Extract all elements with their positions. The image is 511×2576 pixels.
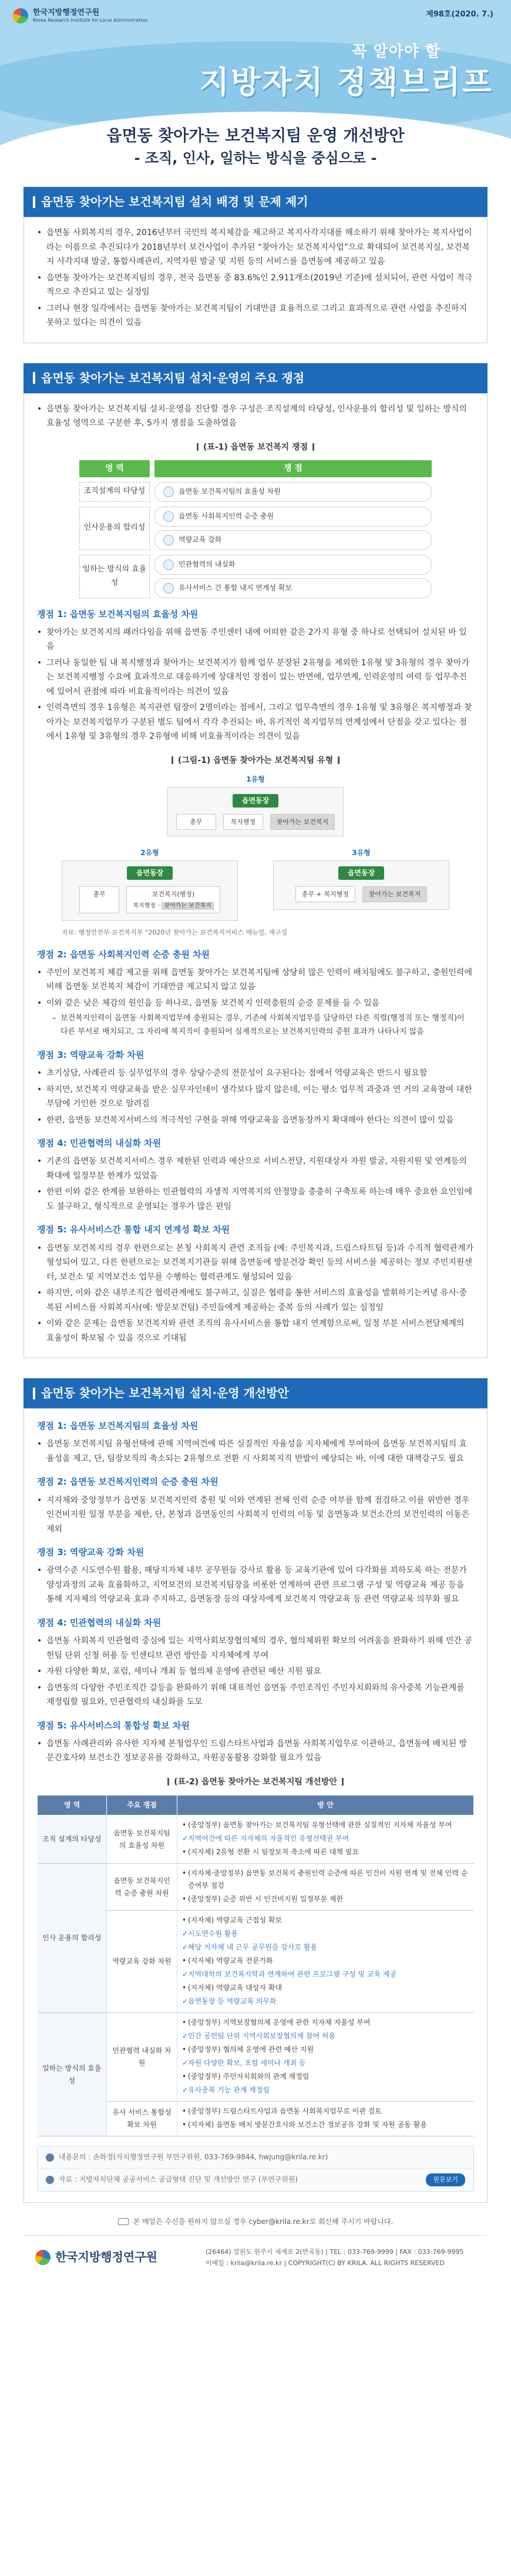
plan-item: • (지자체·중앙정부) 읍면동 보건복지 충원인력 순증에 따른 인건비 지원 연계 및 전체 인력 순증여부 점검 — [182, 1867, 469, 1892]
footer-contact: 이메일 : krila@krila.re.kr | COPYRIGHT(C) BY KRILA. ALL RIGHTS RESERVED — [206, 2259, 445, 2267]
issue-heading: 쟁점 2: 읍면동 사회복지인력 순증 충원 차원 — [37, 949, 210, 960]
plan-detail: ✓ 민간 공헌팀 단위 지역사회보장협의체 참여 허용 — [182, 2030, 469, 2042]
issue-heading: 쟁점 4: 민관협력의 내실화 차원 — [37, 1617, 162, 1628]
plan-item: • (중앙정부) 지역보장협의체 운영에 관한 지자체 자율성 부여 — [182, 2016, 469, 2029]
area-cell: 인사 운용의 합리성 — [38, 1864, 107, 2013]
area-cell: 일하는 방식의 효율성 — [38, 2013, 107, 2136]
issue-heading: 쟁점 5: 유사서비스간 통합 내지 연계성 확보 차원 — [37, 1224, 230, 1235]
plan-cell — [177, 2102, 474, 2136]
list-item: • 이와 같은 낮은 체감의 원인을 등 하나로, 읍면동 보건복지 인력충원의 순증 문제를 들 수 있음 — [37, 996, 474, 1011]
type-label: 2유형 — [140, 849, 159, 857]
org-chart-type3 — [273, 860, 449, 910]
plan-item: • (지자체) 읍면동 배치 방문간호사와 보건소간 정보공유 강화 및 자원 공동 활용 — [182, 2119, 469, 2131]
logo-icon — [13, 8, 28, 24]
contact-info: 내용문의 : 손화정(자치행정연구원 부연구위원, 033-769-9844, hwjung@krila.re.kr) — [38, 2146, 473, 2169]
org-unit: 보건복지(행정) 복지행정 · 찾아가는 보건복지 — [126, 886, 220, 914]
footer-address: (26464) 강원도 원주시 세계로 2(반곡동) | TEL : 033-769-9999 | FAX : 033-769-9995 — [206, 2247, 464, 2256]
table-row: 인사운용의 합리성 읍면동 사회복지인력 순증 충원 역량교육 강화 — [79, 507, 432, 550]
plan-cell — [177, 1815, 474, 1864]
logo-icon — [35, 2250, 51, 2265]
org-logo — [13, 8, 148, 24]
people-icon — [163, 511, 174, 522]
area-cell: 조직 설계의 타당성 — [38, 1815, 107, 1864]
plan-detail: ✓ 유사중복 기능 관계 재정립 — [182, 2084, 469, 2096]
table-title: (표-2) 읍면동 찾아가는 보건복지팀 개선방안 — [37, 1775, 474, 1790]
list-item: • 읍면동 보건복지팀 유형선택에 관해 지역여건에 따른 실질적인 자율성을 지자체에게 부여하여 읍면동 보건복지팀의 효율성을 제고, 단, 팀장보직의 축소되는 2유형으로 전환 시 사회복지직 반발이 예상되는 바, 이에 대한 대책강구도 필요 — [37, 1437, 474, 1466]
list-item: • 읍면동 사례관리와 유사한 지자체 본청업무인 드림스타트사업과 읍면동 사회복지업무로 이관하고, 읍면동에 배치된 방문간호사와 보건소간 정보공유를 강화하고, 자원공동활용 강화할 필요가 있음 — [37, 1737, 474, 1766]
plan-item: • (지자체) 역량교육 대상자 확대 — [182, 1982, 469, 1994]
page-subtitle: - 조직, 인사, 일하는 방식을 중심으로 - — [134, 150, 377, 166]
section-heading: 읍면동 찾아가는 보건복지팀 설치·운영 개선방안 — [23, 1378, 488, 1408]
plan-item: • (중앙정부) 드림스타트사업과 읍면동 사회복지업무로 이관 검토 — [182, 2105, 469, 2118]
issue-number: 제98호(2020. 7.) — [426, 10, 493, 19]
table-row: 일하는 방식의 효율성 민관협력의 내실화 유사서비스 간 통합 내지 연계성 확보 — [79, 555, 432, 598]
source-note: 자료: 행정안전부·보건복지부 “2020년 찾아가는 보건복지서비스 매뉴얼, 재구성 — [62, 929, 288, 937]
list-item: • 기존의 읍면동 보건복지서비스 경우 제한된 인력과 예산으로 서비스전달, 지원대상자 자원 발굴, 자원지원 및 연계등의 확대에 일정부분 한계가 있었음 — [37, 1154, 474, 1183]
section-heading: 읍면동 찾아가는 보건복지팀 설치 배경 및 문제 제기 — [23, 187, 488, 217]
table-header: 쟁 점 — [154, 460, 432, 477]
org-unit: 총무 + 복지행정 — [295, 886, 355, 902]
issue-cell: 유사 서비스 통합성 확보 차원 — [107, 2102, 177, 2136]
table-header: 영 역 — [38, 1796, 107, 1815]
plan-detail: ✓ 지역대학의 보건복지학과 연계하여 관련 프로그램 구성 및 교육 제공 — [182, 1968, 469, 1981]
org-chart-type1 — [167, 787, 344, 836]
unsubscribe-notice: 본 메일은 수신을 원하지 않으실 경우 cyber@krila.re.kr로 회신해 주시기 바랍니다. — [23, 2216, 488, 2236]
list-item: • 주민이 보건복지 체감 제고를 위해 읍면동 찾아가는 보건복지팀에 상당히 많은 인력이 배치됨에도 불구하고, 충원인력에 비해 읍면동 보건복지 체감이 기대만큼 제고되지 않고 있음 — [37, 966, 474, 994]
table-title: (표-1) 읍면동 보건복지 쟁점 — [37, 440, 474, 455]
list-item: • 한편 이와 같은 한계를 보완하는 민관협력의 자생적 지역복지의 안정망을 충충히 구축토록 하는데 매우 중요한 요인임에도 불구하고, 형식적으로 운영되는 경우가 많은 편임 — [37, 1185, 474, 1214]
table-row — [38, 2013, 474, 2102]
org-unit: 총무 — [176, 814, 216, 830]
list-item: • 한편, 읍면동 보건복지서비스의 적극적인 구현을 위해 역량교육을 읍면동장까지 확대해야 한다는 의견이 많이 있음 — [37, 1113, 474, 1128]
plan-detail: ✓ 자원 다양한 확보, 포럼 세미나 개최 등 — [182, 2057, 469, 2069]
list-item: • 찾아가는 보건복지의 패러다임을 위해 읍면동 주민센터 내에 어떠한 같은 2가지 유형 중 하나로 선택되어 설치된 바 있음 — [37, 625, 474, 654]
issue-cell: 민관협력 내실화 차원 — [107, 2013, 177, 2102]
list-item: • 읍면동 사회복지 민관협력 중심에 있는 지역사회보장협의체의 경우, 협의체위원 확보의 어려움을 완화하기 위해 민간 공헌팀 단위 신청 허용 등 인센티브 관련 방안을 지자체에게 부여 — [37, 1634, 474, 1663]
list-item: • 그러나 동일한 팀 내 복지행정과 찾아가는 보건복지가 함께 업무 분장된 2유형을 제외한 1유형 및 3유형의 경우 찾아가는 보건복지행정 수요에 효과적으로 대응하기에 상대적인 장점이 있는 반면에, 업무연계, 인력운영의 여력 등 업무추진에 있어서 관점에 따라 비효율적이라는 의견이 있음 — [37, 656, 474, 699]
org-head: 읍면동장 — [233, 794, 278, 808]
plan-detail: ✓ 시도연수원 활용 — [182, 1928, 469, 1940]
org-name: 한국지방행정연구원 — [33, 8, 100, 18]
issue-heading: 쟁점 3: 역량교육 강화 차원 — [37, 1049, 144, 1060]
list-item: • 하지만, 이와 같은 내부조직간 협력관계에도 불구하고, 실질은 협력을 통한 서비스의 효율성을 발휘하기는커녕 유사·중복된 서비스를 사회복지사(예: 방문보건팀) 주민들에게 제공하는 중복 등의 사례가 있는 실정임 — [37, 1286, 474, 1315]
issue-heading: 쟁점 1: 읍면동 보건복지팀의 효율성 차원 — [37, 608, 199, 619]
list-item: • 하지만, 보건복지 역량교육을 받은 실무자인데이 생각보다 많지 않은데, 이는 평소 업무적 과중과 연 거의 교육참여 대한 부담에 기인한 것으로 알려짐 — [37, 1083, 474, 1111]
reference-box — [37, 2146, 474, 2191]
plan-cell — [177, 1911, 474, 2013]
plan-item: • (중앙정부) 협의체 운영에 관련 예산 지원 — [182, 2044, 469, 2056]
org-chart-type2 — [62, 860, 238, 921]
org-head: 읍면동장 — [338, 866, 384, 880]
table-header: 영 역 — [79, 460, 150, 477]
plan-cell — [177, 1864, 474, 1911]
education-icon — [163, 535, 174, 545]
list-item: • 읍면동 찾아가는 보건복지팀 설치·운영을 진단할 경우 구성은 조직설계의 타당성, 인사운용의 합리성 및 일하는 방식의 효율성 영역으로 구분한 후, 5가지 쟁점을 도출하였음 — [37, 402, 474, 431]
list-item: • 자원 다양한 확보, 포럼, 세미나 개최 등 협의체 운영에 관련된 예산 지원 필요 — [37, 1664, 474, 1679]
improvement-table — [37, 1795, 474, 2136]
list-item: • 인력측면의 경우 1유형은 복지관련 팀장이 2명이라는 점에서, 그리고 업무측면의 경우 1유형 및 3유형은 복지행정과 찾아가는 보건복지업무가 구분된 별도 팀에서 각각 추진되는 바, 유기적인 복지업무의 연계성에서 단점을 갖고 있다는 점에서 1유형 및 3유형의 경우 2유형에 비해 비효율적이라는 의견이 있음 — [37, 701, 474, 744]
sub-list-item: – 보건복지인력이 읍면동 사회복지업무에 충원되는 경우, 기존에 사회복지업무를 담당하던 다른 직렬(행정직 또는 행정직)이 다른 부서로 배치되고, 그 자리에 복지직이 충원되어 실제적으로는 보건복지인력의 증원 효과가 나타나지 않음 — [52, 1012, 474, 1039]
issue-cell: 읍면동 보건복지인력 순증 충원 차원 — [107, 1864, 177, 1911]
list-item: • 지자체와 중앙정부가 읍면동 보건복지인력 충원 및 이와 연계된 전체 인력 순증 여부를 함께 점검하고 이를 위반한 경우 인건비지원 일정 부분을 제한, 단, 본청과 읍면동인의 사회복지 인력의 이동 및 읍면동과 보건소간의 보건인력의 이동은 제외 — [37, 1493, 474, 1537]
table-row — [38, 1815, 474, 1864]
issue-heading: 쟁점 5: 유사서비스의 통합성 확보 차원 — [37, 1720, 190, 1731]
header-banner — [0, 0, 511, 176]
brief-title: 지방자치 정책브리프 — [199, 65, 493, 101]
list-item: • 읍면동의 다양한 주민조직간 갈등을 완화하기 위해 대표적인 읍면동 주민조직인 주민자치회와의 유사중복 기능관계를 재정립할 필요와, 민관협력의 내실화를 도모 — [37, 1681, 474, 1710]
list-item: • 초기상담, 사례관리 등 실무업무의 경우 상당수준의 전문성이 요구된다는 점에서 역량교육은 반드시 필요함 — [37, 1066, 474, 1081]
issue-heading: 쟁점 2: 읍면동 보건복지인력의 순증 충원 차원 — [37, 1476, 218, 1488]
view-original-button[interactable]: 원문보기 — [426, 2173, 465, 2186]
plan-item: • (지자체) 2유형 전환 시 팀장보직 축소에 따른 대책 필요 — [182, 1846, 469, 1858]
figure-title: (그림-1) 읍면동 찾아가는 보건복지팀 유형 — [37, 753, 474, 768]
list-item: • 읍면동 보건복지의 경우 한편으로는 본청 사회복지 관련 조직들 (예: 주민복지과, 드림스타트팀 등)과 수직적 협력관계가 형성되어 있고, 다른 한편으로는 보건복지기관들 위해 읍면동에 방문건강 확인 등의 서비스를 제공하는 정보 주민지원센터, 보건소 및 지역보건소 업무를 수행하는 협력관계도 형성되어 있음 — [37, 1241, 474, 1285]
plan-item: • (중앙정부) 순증 위반 시 인건비지원 일정부분 제한 — [182, 1893, 469, 1905]
section-body — [23, 217, 488, 343]
org-unit: 찾아가는 보건복지 — [362, 886, 428, 902]
footer-logo: 한국지방행정연구원 — [35, 2247, 188, 2267]
tagline: 꼭 알아야 할 — [352, 43, 441, 61]
footer — [0, 2236, 511, 2280]
org-unit: 복지행정 — [223, 814, 263, 830]
issue-heading: 쟁점 3: 역량교육 강화 차원 — [37, 1547, 144, 1557]
org-head: 읍면동장 — [127, 866, 173, 880]
plan-item: • (지자체) 역량교육 전문가화 — [182, 1955, 469, 1967]
list-item: • 이와 같은 문제는 읍면동 보건복지와 관련 조직의 유사서비스를 통합 내지 연계함으로써, 일정 부분 서비스전달체계의 효율성이 확보될 수 있을 것으로 기대됨 — [37, 1317, 474, 1345]
issue-cell: 읍면동 보건복지팀의 효율성 차원 — [107, 1815, 177, 1864]
org-chart-icon — [163, 487, 174, 497]
handshake-icon — [163, 560, 174, 570]
table-row — [38, 1864, 474, 1911]
section-heading: 읍면동 찾아가는 보건복지팀 설치·운영의 주요 쟁점 — [23, 363, 488, 393]
table-row: 조직설계의 타당성 읍면동 보건복지팀의 효율성 차원 — [79, 482, 432, 502]
document-icon — [46, 2176, 54, 2184]
list-item: • 그러나 현장 일각에서는 읍면동 찾아가는 보건복지팀이 기대만큼 효율적으로 그리고 효과적으로 관련 사업을 추진하지 못하고 있다는 의견이 있음 — [37, 302, 474, 330]
issue-heading: 쟁점 4: 민관협력의 내실화 차원 — [37, 1138, 162, 1148]
org-unit: 총무 — [79, 886, 119, 914]
list-item: • 광역수준 시도연수원 활용, 해당지자체 내부 공무원들 강사로 활용 등 교육기관에 있어 다각화를 꾀하도록 하는 전문가 양성과정의 교육 효율화하고, 지역보건의 보건복지팀장을 비롯한 연계하여 관련 프로그램 구성 및 역량교육 제공 등을 통해 지자체의 역량교육 효과 주지하고, 읍면동장 등의 대상자에게 보건복지 역량교육 등 관련 역량교육 의무화 필요 — [37, 1563, 474, 1607]
org-chart — [62, 773, 449, 938]
org-unit: 찾아가는 보건복지 — [270, 814, 335, 830]
plan-detail: ✓ 읍면동장 등 역량교육 의무화 — [182, 1995, 469, 2008]
plan-item: • (지자체) 역량교육 근접성 확보 — [182, 1914, 469, 1927]
table-header: 방 안 — [177, 1796, 474, 1815]
list-item: • 읍면동 찾아가는 보건복지팀의 경우, 전국 읍면동 중 83.6%인 2,911개소(2019년 기준)에 설치되어, 관련 사업이 적극적으로 추진되고 있는 실정임 — [37, 271, 474, 300]
type-label: 3유형 — [352, 849, 371, 857]
link-icon — [163, 583, 174, 594]
plan-item: • (중앙정부) 읍면동 찾아가는 보건복지팀 유형선택에 관한 실질적인 지자체 자율성 부여 — [182, 1819, 469, 1831]
section-body — [23, 1408, 488, 2203]
plan-cell — [177, 2013, 474, 2102]
source-info: 자료 : 지방자치단체 공공서비스 공급형태 진단 및 개선방안 연구 (부연구위원) 원문보기 — [38, 2169, 473, 2190]
issue-cell: 역량교육 강화 차원 — [107, 1911, 177, 2013]
plan-item: • (중앙정부) 주민자치회와의 관계 재정립 — [182, 2071, 469, 2083]
org-name-en: Korea Research Institute for Local Administration — [33, 18, 148, 23]
issue-heading: 쟁점 1: 읍면동 보건복지팀의 효율성 차원 — [37, 1421, 199, 1431]
page-title: 읍면동 찾아가는 보건복지팀 운영 개선방안 — [106, 127, 405, 145]
info-icon — [46, 2153, 54, 2162]
issues-table — [79, 460, 432, 598]
list-item: • 읍면동 사회복지의 경우, 2016년부터 국민의 복지체감을 제고하고 복지사각지대를 해소하기 위해 찾아가는 복지사업이라는 이름으로 추진되다가 2018년부터 보건사업이 추가된 “찾아가는 보건복지사업”으로 확대되어 보건복지실, 보건복지 사각지대 발굴, 통합사례관리, 지역자원 발굴 및 지원 등의 서비스를 읍면동에 제공하고 있음 — [37, 226, 474, 269]
table-header: 주요 쟁점 — [107, 1796, 177, 1815]
type-label: 1유형 — [246, 775, 265, 784]
mail-icon — [118, 2218, 129, 2225]
plan-detail: ✓ 지역여건에 따른 지자체의 자율적인 유형선택권 부여 — [182, 1833, 469, 1845]
section-body — [23, 393, 488, 1359]
plan-detail: ✓ 해당 지자체 내 근무 공무원을 강사로 활용 — [182, 1941, 469, 1954]
